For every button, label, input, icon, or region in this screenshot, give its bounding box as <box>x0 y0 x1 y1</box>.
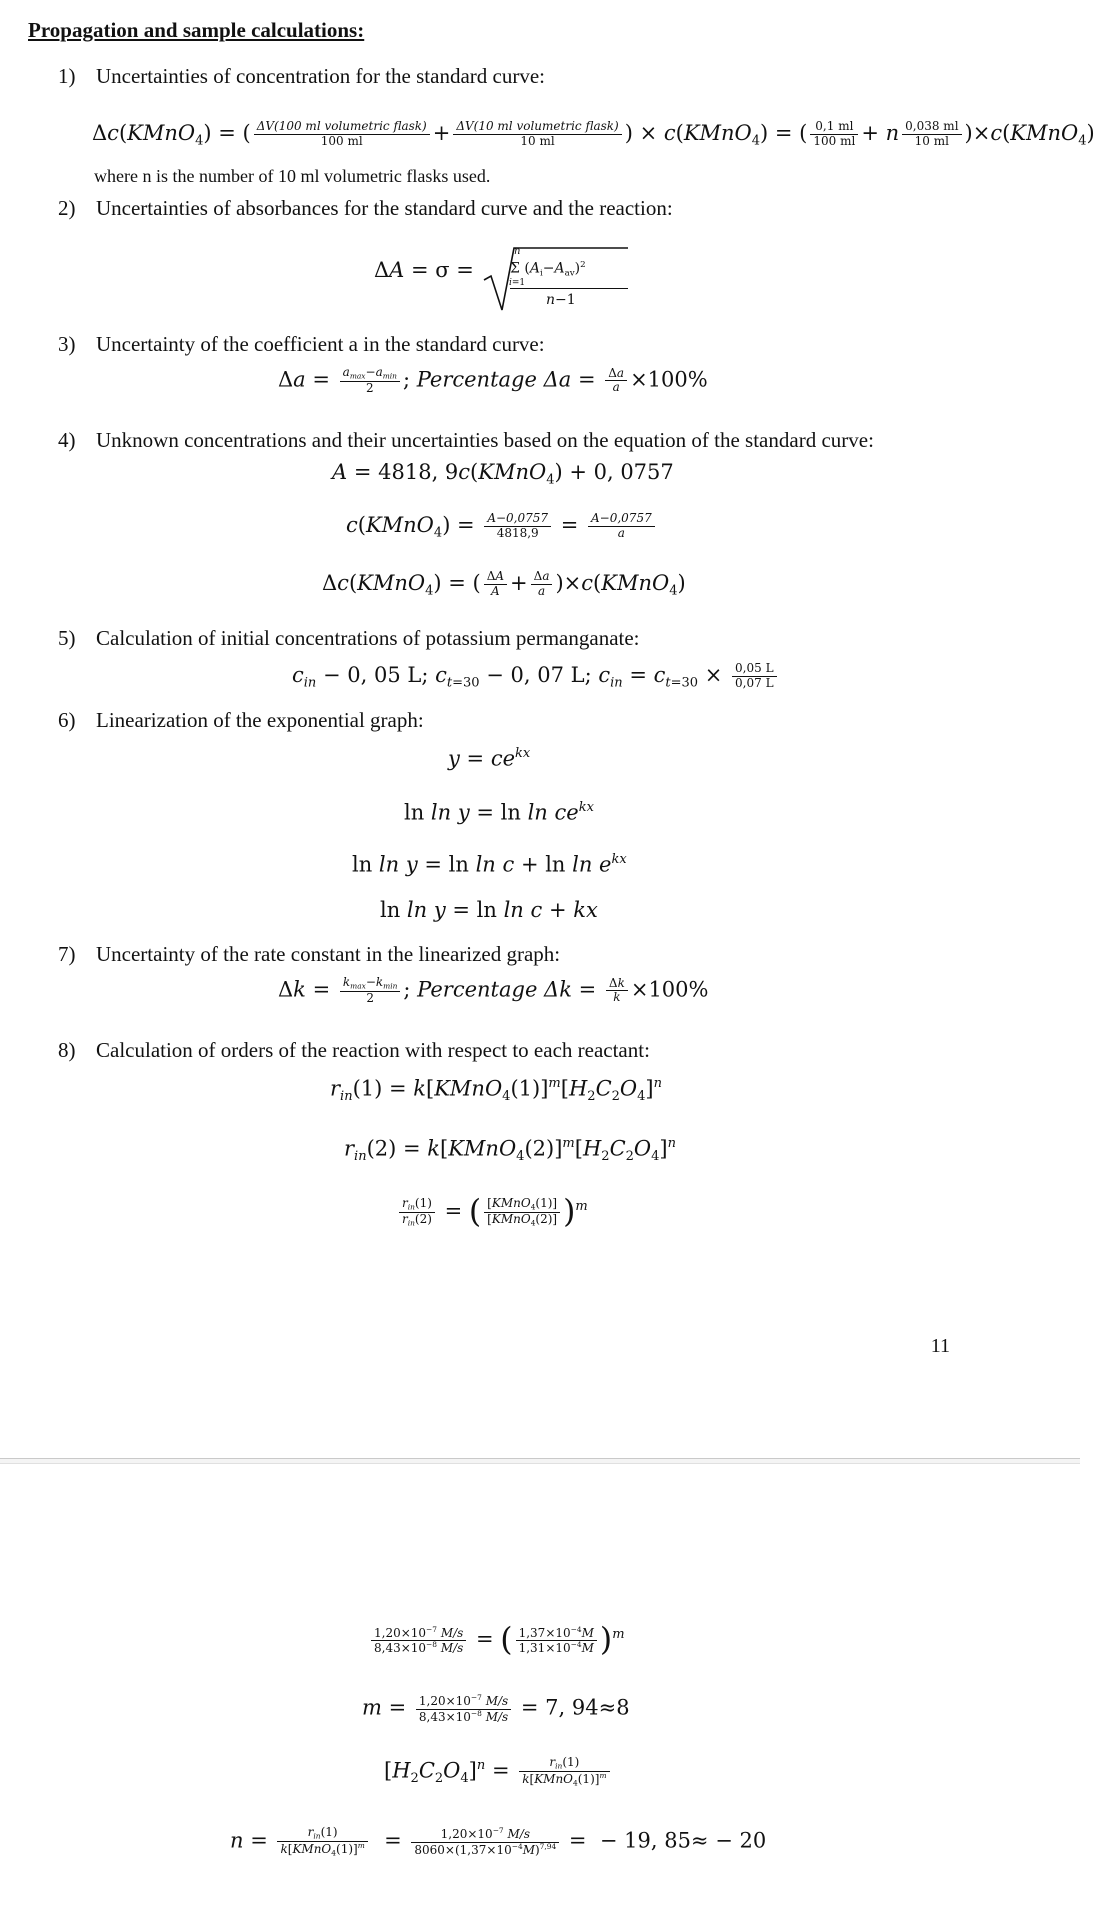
equation-m-value: m = $\frac{1,20\times 10^{-7} M/s}{8,43\times 10^{-8} M/s}$ = 7, 94≈8 <box>362 1693 630 1724</box>
equation-5: $c_{in} - 0$, 05 L; $c_{t=30} - 0$, 07 L; $c_{in} = c_{t=30}$ × $\frac{0,05 L}{0,07 L}$ <box>292 662 780 691</box>
equation-6b: $\ln \ln y = \ln \ln ce^{kx}$ <box>404 800 594 825</box>
equation-n-expression: $[H_2C_2O_4]^n$ = $\frac{r_{in}(1)}{k[KMnO_4(1)]^m}$ <box>384 1756 613 1788</box>
page-2 <box>0 1462 1080 1918</box>
step-2-heading: 2) Uncertainties of absorbances for the standard curve and the reaction: <box>58 196 673 220</box>
equation-6d: ln ln y = ln ln c + kx <box>380 898 598 922</box>
equation-8b: $r_{in}(2)$ = $k[KMnO_4(2)]^m[H_2C_2O_4]^n$ <box>344 1136 677 1164</box>
equation-4a: A = 4818, 9c(KMnO$_4$) + 0, 0757 <box>332 460 674 488</box>
step-1-note: where n is the number of 10 ml volumetric flasks used. <box>94 166 491 186</box>
equation-4c: Δc(KMnO$_4$) = ( $\frac{\Delta A}{A}$ + $\frac{\Delta a}{a}$ )×c(KMnO$_4$) <box>322 569 686 599</box>
equation-6c: $\ln \ln y = \ln \ln c + \ln \ln e^{kx}$ <box>352 852 627 877</box>
equation-2: ΔA = σ = n Σ $(A_i-A_{av})^2$ i=1 n−1 <box>374 244 474 268</box>
equation-8a: $r_{in}(1)$ = $k[KMnO_4(1)]^m[H_2C_2O_4]^n$ <box>330 1076 663 1104</box>
equation-8c: $\frac{r_{in}(1)}{r_{in}(2)}$ = ( $\frac{[KMnO_4(1)]}{[KMnO_4(2)]}$ )$^m$ <box>396 1194 588 1230</box>
step-3-heading: 3) Uncertainty of the coefficient a in the standard curve: <box>58 332 545 356</box>
page-number: 11 <box>930 1335 950 1357</box>
equation-n-value: n = $\frac{r_{in}(1)}{k[KMnO_4(1)]^m}$ = $\frac{1,20\times 10^{-7} M/s}{8060\times(1,37\times 10^{-4}M)^{7,94}}$ = − 19, 85≈ − 20 <box>230 1825 767 1858</box>
equation-order-ratio: $\frac{1,20\times 10^{-7} M/s}{8,43\times 10^{-8} M/s}$ = ( $\frac{1,37\times 10^{-4}M}{1,31\times 10^{-4}M}$ )$^m$ <box>368 1622 625 1658</box>
step-8-heading: 8) Calculation of orders of the reaction with respect to each reactant: <box>58 1038 650 1062</box>
equation-1: Δc(KMnO$_4$) = ( $\frac{\text{ΔV(100 ml volumetric flask)}}{100 ml}$ + $\frac{\text{ΔV(10 ml volumetric flask)}}{10 ml}$ ) × c(KMnO$_4$) = ( $\frac{0,1 ml}{100 ml}$ + n $\frac{0,038 ml}{10 ml}$ )×c(KMnO$_4$) <box>92 119 1095 149</box>
equation-3: Δa = $\frac{a_{max}-a_{min}}{2}$ ; Percentage Δa = $\frac{\Delta a}{a}$ ×100% <box>278 365 708 396</box>
step-6-heading: 6) Linearization of the exponential graph: <box>58 708 424 732</box>
step-5-heading: 5) Calculation of initial concentrations of potassium permanganate: <box>58 626 640 650</box>
equation-4b: c(KMnO$_4$) = $\frac{A-0,0757}{4818,9}$ = $\frac{A-0,0757}{a}$ <box>346 512 658 541</box>
equation-7: Δk = $\frac{k_{max}-k_{min}}{2}$ ; Percentage Δk = $\frac{\Delta k}{k}$ ×100% <box>278 975 709 1006</box>
step-7-heading: 7) Uncertainty of the rate constant in the linearized graph: <box>58 942 561 966</box>
equation-6a: $y = ce^{kx}$ <box>448 746 531 771</box>
step-4-heading: 4) Unknown concentrations and their uncertainties based on the equation of the standard curve: <box>58 428 874 452</box>
document-title: Propagation and sample calculations: <box>28 18 365 42</box>
step-1-heading: 1) Uncertainties of concentration for the standard curve: <box>58 64 545 88</box>
